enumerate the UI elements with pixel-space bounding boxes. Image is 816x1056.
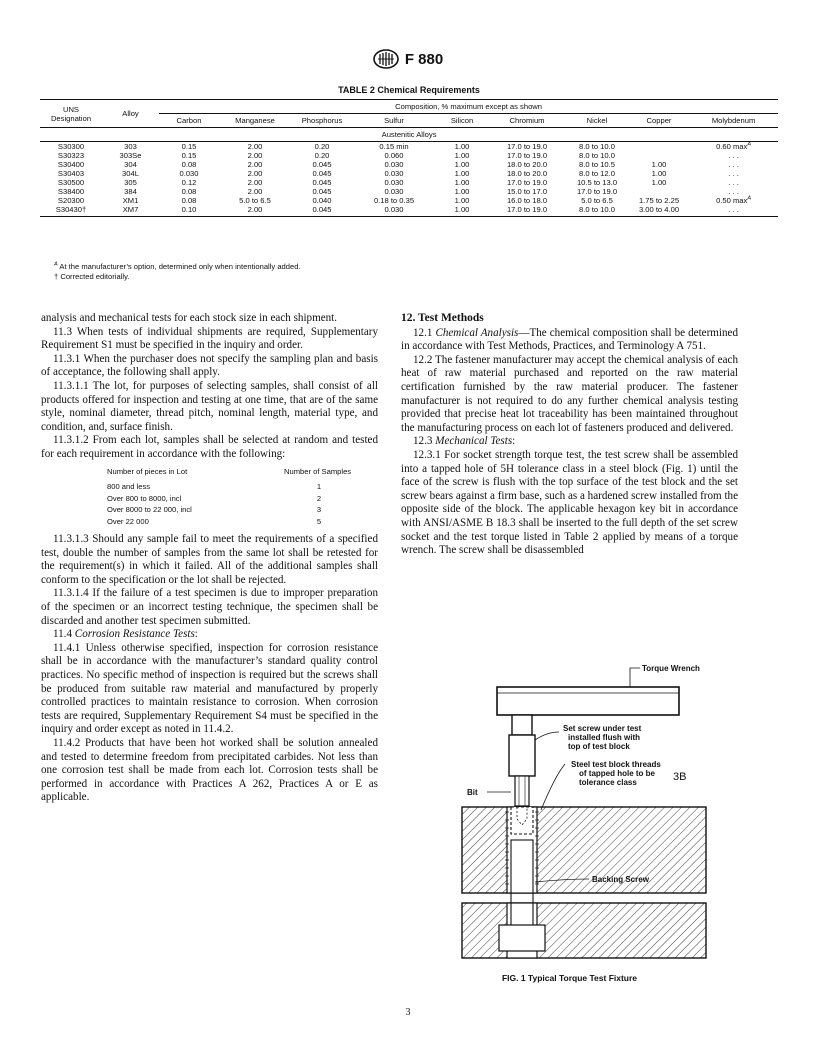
table-row [40, 196, 778, 205]
figure-caption: FIG. 1 Typical Torque Test Fixture [501, 973, 638, 983]
wrench-shank [512, 715, 532, 735]
torque-wrench [497, 687, 679, 715]
page-header [0, 49, 816, 74]
paragraph: 11.3.1.3 Should any sample fail to meet the requirements of a specified test, double the number of samples from the same lot shall be retested for the requirement(s) in which it failed. All of the additional samples shall conform to the specification or the lot shall be rejected. [41, 533, 378, 586]
table-cell-sulfur: 0.030 [384, 178, 404, 187]
table-title: TABLE 2 Chemical Requirements [338, 85, 480, 95]
table-cell-silicon: 1.00 [454, 169, 470, 178]
table-cell-carbon: 0.08 [181, 160, 197, 169]
table-cell-nickel: 8.0 to 10.0 [579, 142, 615, 151]
table-cell-alloy: 303 [124, 142, 137, 151]
sampling-lot: Over 22 000 [107, 516, 149, 526]
table-cell-chromium: 17.0 to 19.0 [506, 142, 548, 151]
table-cell-sulfur: 0.15 min [379, 142, 409, 151]
steel-test-block [462, 807, 706, 893]
table-cell-phosphorus: 0.045 [312, 169, 332, 178]
table-cell-chromium: 18.0 to 20.0 [506, 169, 548, 178]
table-cell-alloy: 304L [122, 169, 139, 178]
wrench-socket [509, 735, 535, 776]
sampling-count: 1 [316, 482, 322, 492]
sampling-count: 2 [316, 493, 322, 503]
table-cell-phosphorus: 0.20 [314, 142, 330, 151]
table-cell-nickel: 8.0 to 12.0 [579, 169, 615, 178]
table-footnotes [54, 262, 301, 282]
table-cell-silicon: 1.00 [454, 151, 470, 160]
astm-logo-icon [373, 49, 399, 69]
paragraph-chemical-analysis: 12.1 Chemical Analysis—The chemical composition shall be determined in accordance with Test Methods, Practices, and Terminology A 751. [401, 326, 738, 353]
sampling-col-samples: Number of Samples [284, 466, 352, 476]
table-cell-alloy: XM1 [122, 196, 139, 205]
table-cell-alloy: 384 [124, 187, 137, 196]
table-cell-nickel: 8.0 to 10.0 [579, 151, 615, 160]
hex-bit [515, 776, 529, 806]
table-cell-copper: 3.00 to 4.00 [629, 205, 689, 217]
table-cell-alloy: XM7 [102, 205, 159, 217]
left-column [41, 312, 378, 805]
table-cell-molybdenum: . . . [728, 151, 739, 160]
table-cell-molybdenum: . . . [728, 178, 739, 187]
table-cell-carbon: 0.08 [181, 196, 197, 205]
sampling-row [55, 481, 355, 493]
table-cell-carbon: 0.08 [181, 187, 197, 196]
col-header-element: Copper [629, 114, 689, 128]
paragraph: 12.3.1 For socket strength torque test, the test screw shall be assembled into a tapped hole of 5H tolerance class in a steel block (Fig. 1) until the face of the screw is flush with the top surface of the test block and the set screw bears against a firm base, such as a hardened screw installed from the opposite side of the block. The applicable hexagon key bit in accordance with ANSI/ASME B 18.3 shall be inserted to the full depth of the set screw socket and the test torque listed in Table 2 applied by means of a torque wrench. The screw shall be disassembled [401, 448, 738, 557]
label-torque-wrench: Torque Wrench [642, 664, 700, 673]
table-cell-copper: 1.00 [651, 178, 667, 187]
table-cell-manganese: 2.00 [247, 151, 263, 160]
table-cell-manganese: 2.00 [247, 160, 263, 169]
table-cell-uns: S30300 [57, 142, 85, 151]
table-cell-uns: S38400 [57, 187, 85, 196]
table-row [40, 142, 778, 152]
table-cell-chromium: 18.0 to 20.0 [506, 160, 548, 169]
table-cell-silicon: 1.00 [454, 142, 470, 151]
right-column [401, 312, 738, 558]
table-cell-molybdenum: . . . [728, 187, 739, 196]
torque-test-fixture-figure [455, 660, 715, 970]
table-cell-manganese: 2.00 [247, 178, 263, 187]
table-cell-manganese: 2.00 [247, 142, 263, 151]
table-cell-carbon: 0.15 [181, 142, 197, 151]
table-cell-uns: S20300 [57, 196, 85, 205]
table-cell-chromium: 17.0 to 19.0 [506, 151, 548, 160]
table-row [40, 160, 778, 169]
table-cell-copper [629, 151, 689, 160]
table-cell-alloy: 304 [124, 160, 137, 169]
table-cell-manganese: 2.00 [247, 187, 263, 196]
table-cell-nickel: 17.0 to 19.0 [576, 187, 618, 196]
paragraph: 11.3.1.2 From each lot, samples shall be selected at random and tested for each requirement in accordance with the following: [41, 434, 378, 460]
sampling-lot: Over 8000 to 22 000, incl [107, 505, 192, 515]
table-cell-molybdenum: 0.50 $\max^A$ [716, 195, 752, 205]
paragraph: 11.3 When tests of individual shipments are required, Supplementary Requirement S1 must be specified in the inquiry and order. [41, 325, 378, 352]
table-cell-phosphorus: 0.040 [312, 196, 332, 205]
table-cell-nickel: 10.5 to 13.0 [576, 178, 618, 187]
table-cell-silicon: 1.00 [454, 160, 470, 169]
table-cell-carbon: 0.15 [181, 151, 197, 160]
table-cell-chromium: 15.0 to 17.0 [506, 187, 548, 196]
table-cell-nickel: 8.0 to 10.5 [579, 160, 615, 169]
label-steel-block: Steel test block threads of tapped hole to be tolerance class [571, 760, 661, 787]
table-cell-sulfur: 0.030 [384, 187, 404, 196]
sampling-count: 3 [316, 505, 322, 515]
paragraph: 11.4.1 Unless otherwise specified, inspection for corrosion resistance shall be in accordance with the manufacturer’s standard quality control practices. No specific method of inspection is required but the screws shall be produced from suitable raw material and manufactured by properly controlled practices to maintain resistance to corrosion. When corrosion tests are required, Supplementary Requirement S4 must be specified in the inquiry and order except as noted in 11.4.2. [41, 641, 378, 736]
sampling-row [55, 493, 355, 505]
col-header-element: Molybdenum [689, 114, 778, 128]
table-cell-molybdenum: . . . [728, 169, 739, 178]
table-cell-carbon: 0.12 [181, 178, 197, 187]
table-cell-copper [629, 187, 689, 196]
chemical-requirements-table [40, 99, 778, 217]
table-cell-manganese: 2.00 [219, 205, 291, 217]
table-cell-nickel: 5.0 to 6.5 [581, 196, 613, 205]
table-cell-copper: 1.00 [651, 160, 667, 169]
set-screw [511, 807, 533, 834]
table-cell-molybdenum: 0.60 $\max^A$ [716, 141, 752, 151]
footnote-a: $^A$ At the manufacturer’s option, determined only when intentionally added. [54, 261, 301, 271]
table-cell-molybdenum: . . . [689, 205, 778, 217]
table-cell-alloy: 305 [124, 178, 137, 187]
table-row [40, 187, 778, 196]
table-cell-copper: 1.75 to 2.25 [638, 196, 680, 205]
table-subheading: Austenitic Alloys [40, 128, 778, 142]
sampling-lot: Over 800 to 8000, incl [107, 493, 182, 503]
table-row [40, 169, 778, 178]
table-cell-carbon: 0.030 [179, 169, 199, 178]
paragraph: 12.2 The fastener manufacturer may accept the chemical analysis of each heat of raw material purchased and reported on the raw material certification furnished by the raw material producer. The fastener manufacturer is not required to do any further chemical analysis testing provided that precise heat lot traceability has been maintained throughout the manufacturing process on each lot of fasteners produced and delivered. [401, 353, 738, 434]
table-cell-sulfur: 0.18 to 0.35 [373, 196, 415, 205]
table-cell-uns: S30500 [57, 178, 85, 187]
table-cell-carbon: 0.10 [159, 205, 219, 217]
paragraph: analysis and mechanical tests for each stock size in each shipment. [41, 312, 338, 324]
table-cell-chromium: 17.0 to 19.0 [489, 205, 565, 217]
table-cell-silicon: 1.00 [454, 187, 470, 196]
table-cell-uns: S30323 [57, 151, 85, 160]
col-header-element: Sulfur [353, 114, 435, 128]
table-cell-manganese: 5.0 to 6.5 [239, 196, 271, 205]
table-cell-sulfur: 0.030 [384, 169, 404, 178]
sampling-row [55, 516, 355, 528]
table-cell-uns: S30430† [40, 205, 102, 217]
paragraph: 11.4.2 Products that have been hot worked shall be solution annealed and tested to determine freedom from precipitated carbides. Not less than one corrosion test shall be made from each lot. Corrosion tests shall be performed in accordance with Practices A 262, Practices A or E as applicable. [41, 736, 378, 804]
sampling-table [55, 466, 355, 528]
table-cell-silicon: 1.00 [435, 205, 489, 217]
sampling-col-lot: Number of pieces in Lot [107, 466, 188, 476]
table-cell-copper [629, 142, 689, 152]
table-cell-manganese: 2.00 [247, 169, 263, 178]
label-tolerance-class: 3B [673, 771, 687, 783]
footnote-dagger: † Corrected editorially. [54, 272, 130, 281]
label-backing-screw: Backing Screw [592, 875, 649, 884]
table-row [40, 151, 778, 160]
label-set-screw: Set screw under test installed flush with top of test block [563, 724, 642, 751]
table-cell-phosphorus: 0.045 [312, 178, 332, 187]
table-cell-molybdenum: . . . [728, 160, 739, 169]
section-heading-corrosion: 11.4 Corrosion Resistance Tests: [53, 628, 198, 641]
table-cell-sulfur: 0.060 [384, 151, 404, 160]
table-cell-chromium: 16.0 to 18.0 [506, 196, 548, 205]
page-number: 3 [405, 1007, 411, 1018]
table-cell-copper: 1.00 [651, 169, 667, 178]
col-header-element: Nickel [565, 114, 629, 128]
table-cell-uns: S30403 [57, 169, 85, 178]
composition-header: Composition, % maximum except as shown [159, 100, 778, 114]
col-header-element: Phosphorus [291, 114, 353, 128]
sampling-lot: 800 and less [107, 482, 151, 492]
col-header-element: Manganese [219, 114, 291, 128]
table-cell-phosphorus: 0.045 [291, 205, 353, 217]
table-cell-silicon: 1.00 [454, 196, 470, 205]
section-heading-test-methods: 12. Test Methods [401, 312, 484, 324]
sampling-count: 5 [316, 516, 322, 526]
table-cell-silicon: 1.00 [454, 178, 470, 187]
paragraph: 11.3.1.4 If the failure of a test specimen is due to improper preparation of the specimen or an incorrect testing technique, the specimen shall be discarded and another test specimen submitted. [41, 587, 378, 627]
table-cell-sulfur: 0.030 [353, 205, 435, 217]
col-header-element: Chromium [489, 114, 565, 128]
paragraph: 11.3.1 When the purchaser does not specify the sampling plan and basis of acceptance, the following shall apply. [41, 352, 378, 379]
table-cell-uns: S30400 [57, 160, 85, 169]
table-cell-sulfur: 0.030 [384, 160, 404, 169]
col-header-element: Carbon [159, 114, 219, 128]
table-cell-phosphorus: 0.045 [312, 160, 332, 169]
col-header-element: Silicon [435, 114, 489, 128]
table-row [40, 178, 778, 187]
table-row [40, 205, 778, 217]
designation-code: F 880 [404, 50, 444, 68]
section-heading-mechanical: 12.3 Mechanical Tests: [413, 435, 516, 448]
col-header-alloy: Alloy [102, 100, 159, 128]
table-cell-phosphorus: 0.045 [312, 187, 332, 196]
table-cell-nickel: 8.0 to 10.0 [565, 205, 629, 217]
paragraph: 11.3.1.1 The lot, for purposes of selecting samples, shall consist of all products offered for inspection and testing at one time, that are of the same style, nominal diameter, thread pitch, nominal length, material type, and condition, and, surface finish. [41, 379, 378, 433]
backing-screw [511, 840, 533, 893]
table-cell-phosphorus: 0.20 [314, 151, 330, 160]
table-cell-chromium: 17.0 to 19.0 [506, 178, 548, 187]
col-header-uns: UNS Designation [40, 100, 102, 128]
label-bit: Bit [467, 788, 478, 797]
table-cell-alloy: 303Se [119, 151, 142, 160]
sampling-row [55, 504, 355, 516]
